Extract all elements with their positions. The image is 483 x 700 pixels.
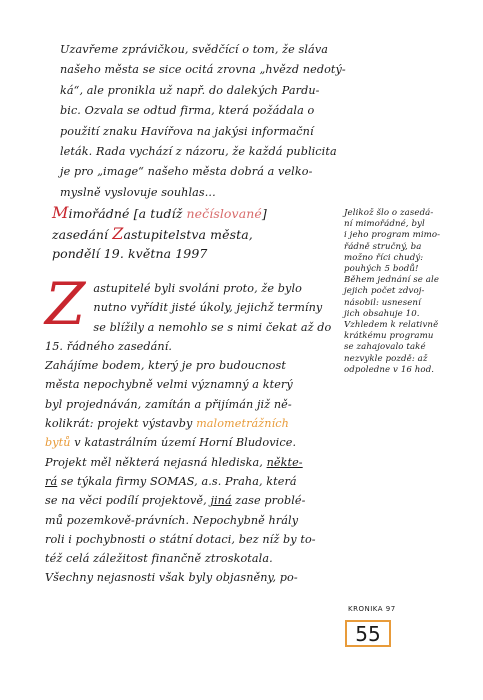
body-line [45, 414, 375, 433]
session-heading [52, 203, 302, 264]
side-note-line: jejich počet zdvoj- [344, 286, 425, 297]
body-line: Zahájíme bodem, který je pro budoucnost [45, 359, 286, 373]
heading-initial: Z [112, 223, 124, 243]
body-highlight: bytů [45, 436, 71, 450]
intro-line: leták. Rada vychází z názoru, že každá publicita [60, 145, 337, 159]
heading-text: [a tudíž [129, 206, 187, 221]
body-line: 15. řádného zasedání. [45, 339, 173, 353]
side-note-line: i jeho program mimo- [344, 230, 441, 241]
page-number: 55 [355, 621, 381, 646]
intro-line: myslně vyslovuje souhlas... [60, 185, 216, 199]
side-note-line: Jelikož šlo o zasedá- [344, 208, 434, 218]
page-number-box [345, 620, 391, 647]
heading-text: astupitelstva města, [123, 226, 253, 242]
intro-line: našeho města se sice ocitá zrovna „hvězd nedotý- [60, 63, 346, 77]
side-note-line: násobil: usnesení [344, 297, 421, 308]
intro-paragraph [60, 40, 440, 203]
side-note-line: odpoledne v 16 hod. [344, 364, 435, 375]
chronicle-label: KRONIKA 97 [348, 605, 396, 613]
intro-line: bic. Ozvala se odtud firma, která požádala o [60, 104, 315, 118]
body-underlined: někte- [266, 455, 303, 469]
body-line: nutno vyřídit jisté úkoly, jejichž termíny [93, 301, 323, 315]
side-note-line: Vzhledem k relativně [344, 320, 439, 331]
body-line [45, 472, 375, 491]
body-text: se týkala firmy SOMAS, a.s. Praha, která [57, 474, 297, 488]
body-text: Projekt měl některá nejasná hlediska, [45, 455, 267, 469]
heading-highlight: nečíslované [186, 206, 262, 221]
drop-cap: Z [45, 270, 86, 338]
intro-line: je pro „image“ našeho města dobrá a velko- [60, 165, 313, 179]
main-body-text [45, 270, 375, 588]
side-note-line: pouhých 5 bodů! [344, 264, 419, 275]
body-line: mů pozemkově-právních. Nepochybně hrály [45, 513, 299, 527]
heading-initial: M [52, 203, 69, 222]
heading-text: ] [261, 206, 267, 221]
side-note-line: řádně stručný, ba [344, 241, 422, 252]
side-note-line: krátkému programu [344, 331, 434, 342]
heading-text: imořádné [68, 206, 130, 221]
body-line: se blížily a nemohlo se s nimi čekat až do [93, 320, 332, 334]
heading-line-2 [52, 224, 302, 245]
body-line: města nepochybně velmi významný a který [45, 378, 293, 392]
body-line [45, 491, 375, 510]
side-note-line: se zahajovalo také [344, 342, 426, 353]
side-note-line: možno říci chudý: [344, 252, 424, 263]
body-highlight: malometrážních [196, 417, 289, 431]
body-line: astupitelé byli svoláni proto, že bylo [93, 282, 302, 295]
body-line: též celá záležitost finančně ztroskotala. [45, 552, 273, 566]
body-line [45, 453, 375, 472]
body-line: roli i pochybnosti o státní dotaci, bez níž by to- [45, 532, 316, 546]
side-note-line: ní mimořádné, byl [344, 219, 425, 230]
heading-text: zasedání [52, 226, 113, 242]
side-note-line: Během jednání se ale [344, 275, 440, 286]
body-line: byl projednáván, zamítán a přijímán již ně- [45, 397, 292, 411]
body-text: v katastrálním území Horní Bludovice. [70, 436, 297, 450]
body-underlined: rá [45, 474, 58, 488]
side-note-line: jich obsahuje 10. [344, 308, 420, 319]
side-note-line: nezvykle pozdě: až [344, 353, 428, 364]
intro-line: Uzavřeme zprávičkou, svědčící o tom, že sláva [60, 43, 329, 56]
body-line [45, 433, 375, 452]
heading-line-1 [52, 203, 302, 224]
body-underlined: jiná [210, 494, 232, 508]
body-text: kolikrát: projekt výstavby [45, 417, 197, 431]
body-text: zase problé- [231, 494, 306, 508]
body-line: Všechny nejasnosti však byly objasněny, po- [45, 571, 298, 585]
body-text: se na věci podílí projektově, [45, 494, 211, 508]
heading-date: pondělí 19. května 1997 [52, 246, 208, 261]
intro-line: použití znaku Havířova na jakýsi informační [60, 124, 314, 138]
intro-line: ká“, ale pronikla už např. do dalekých Pardu- [60, 83, 320, 97]
